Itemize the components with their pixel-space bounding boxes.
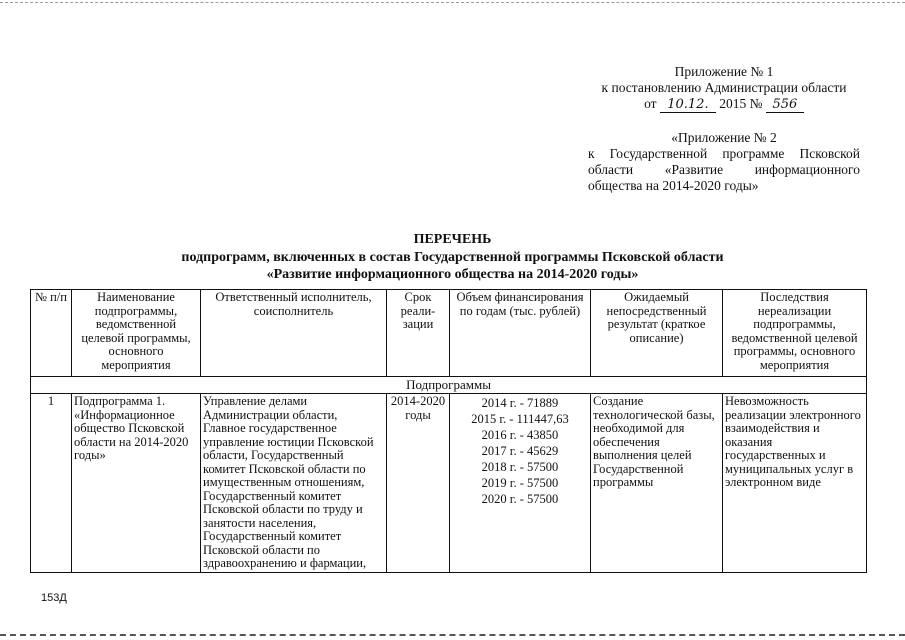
document-title: ПЕРЕЧЕНЬ xyxy=(413,232,492,247)
funding-line: 2020 г. - 57500 xyxy=(481,492,559,506)
scan-edge-bottom xyxy=(0,634,905,638)
appendix-2-title: «Приложение № 2 xyxy=(671,130,777,145)
funding-line: 2015 г. - 111447,63 xyxy=(471,412,569,426)
funding-line: 2016 г. - 43850 xyxy=(481,428,559,442)
footer-code: 153Д xyxy=(41,592,67,604)
table-section-row xyxy=(31,377,867,394)
document-subtitle-2: «Развитие информационного общества на 2014-2020 годы» xyxy=(266,267,639,282)
funding-line: 2014 г. - 71889 xyxy=(481,396,559,410)
from-label: от xyxy=(644,96,657,111)
header-number: № п/п xyxy=(31,290,72,377)
row-result: Создание технологической базы, необходимой для обеспечения выполнения целей Государственной программы xyxy=(591,394,723,573)
header-result: Ожидаемый непосредственный результат (краткое описание) xyxy=(591,290,723,377)
document-subtitle-1: подпрограмм, включенных в состав Государственной программы Псковской области xyxy=(181,250,724,265)
number-label: № xyxy=(749,96,763,111)
handwritten-date: 10.12. xyxy=(660,98,716,113)
table-row xyxy=(31,394,867,573)
executor-item: Государственный комитет Псковской области по здравоохранению и фармации, xyxy=(203,529,367,570)
executor-item: Управление делами Администрации области, xyxy=(203,394,338,422)
header-funding: Объем финансирования по годам (тыс. рублей) xyxy=(450,290,591,377)
table-header-row xyxy=(31,290,867,377)
executor-item: Государственный комитет Псковской области по труду и занятости населения, xyxy=(203,488,363,530)
row-executors xyxy=(201,394,387,573)
subprograms-table xyxy=(30,289,867,573)
row-funding xyxy=(450,394,591,573)
funding-line: 2019 г. - 57500 xyxy=(481,476,559,490)
appendix-2-reference: к Государственной программе Псковской области «Развитие информационного общества на 2014-2020 годы» xyxy=(588,146,860,193)
header-name: Наименование подпрограммы, ведомственной целевой программы, основного мероприятия xyxy=(72,290,201,377)
funding-line: 2018 г. - 57500 xyxy=(481,460,559,474)
row-number: 1 xyxy=(31,394,72,573)
row-term: 2014-2020 годы xyxy=(387,394,450,573)
header-term: Срок реали-зации xyxy=(387,290,450,377)
header-consequences: Последствия нереализации подпрограммы, ведомственной целевой программы, основного мероприятия xyxy=(723,290,867,377)
appendix-1-reference: к постановлению Администрации области xyxy=(601,80,847,95)
executor-item: Главное государственное управление юстиции Псковской области, Государственный комитет Псковской области по имущественным отношениям, xyxy=(203,421,374,489)
scan-edge-top xyxy=(0,2,905,5)
row-name: Подпрограмма 1. «Информационное общество Псковской области на 2014-2020 годы» xyxy=(72,394,201,573)
header-executor: Ответственный исполнитель, соисполнитель xyxy=(201,290,387,377)
handwritten-number: 556 xyxy=(766,98,804,113)
appendix-1-date-line xyxy=(588,96,860,113)
appendix-1-title: Приложение № 1 xyxy=(674,64,774,79)
section-label: Подпрограммы xyxy=(31,377,867,394)
year-text: 2015 xyxy=(719,96,747,111)
appendix-2-block xyxy=(588,130,860,194)
appendix-1-block xyxy=(588,64,860,113)
row-consequences: Невозможность реализации электронного взаимодействия и оказания государственных и муниципальных услуг в электронном виде xyxy=(723,394,867,573)
funding-line: 2017 г. - 45629 xyxy=(481,444,559,458)
